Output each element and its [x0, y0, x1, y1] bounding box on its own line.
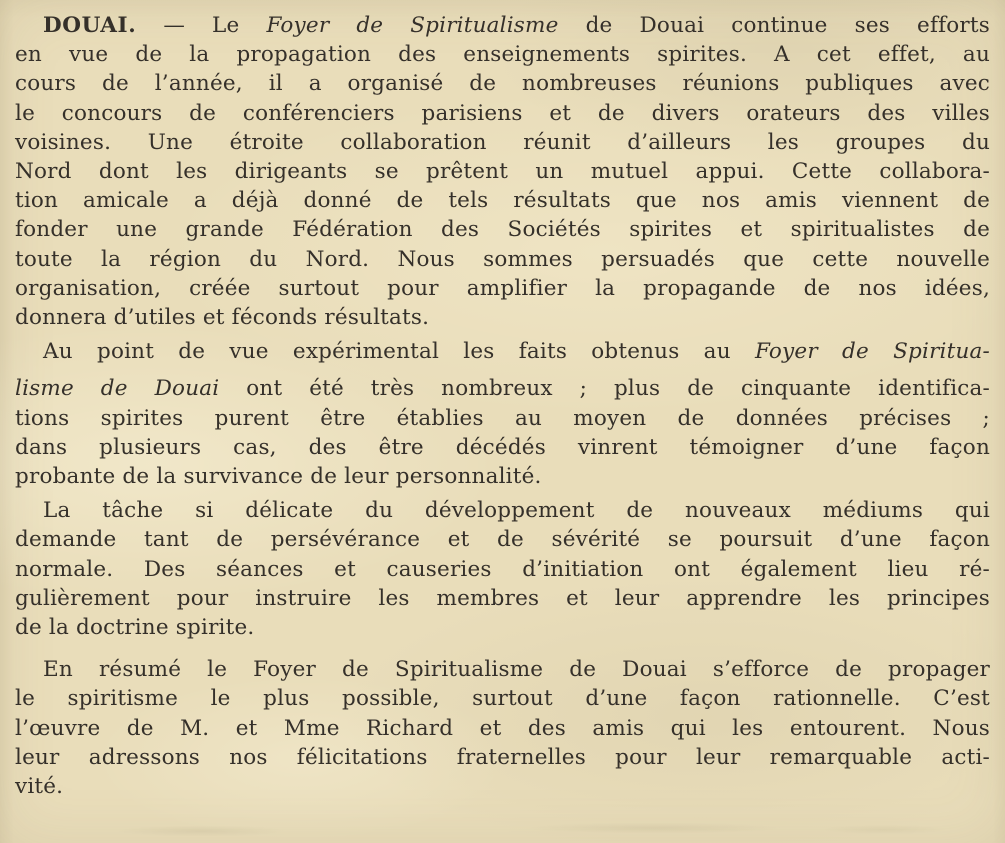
text-line	[15, 555, 990, 584]
text-line	[15, 303, 990, 332]
text-line	[15, 655, 990, 684]
text-run: dans plusieurs cas, des être décédés vinrent témoigner d’une façon	[15, 434, 990, 460]
text-line	[15, 404, 990, 433]
text-run: Foyer de Spiritualisme	[266, 13, 559, 38]
paragraph	[15, 337, 990, 491]
text-run: leur adressons nos félicitations fraternelles pour leur remarquable acti-	[15, 744, 990, 770]
text-line	[15, 11, 990, 40]
text-run: cours de l’année, il a organisé de nombreuses réunions publiques avec	[15, 71, 990, 97]
text-run: toute la région du Nord. Nous sommes persuadés que cette nouvelle	[15, 246, 990, 272]
text-line	[15, 772, 990, 801]
ink-bleed-through	[0, 813, 1005, 843]
text-run: tions spirites purent être établies au moyen de données précises ;	[15, 405, 990, 431]
text-run: normale. Des séances et causeries d’initiation ont également lieu ré-	[15, 556, 990, 582]
text-line	[15, 584, 990, 613]
paragraph	[15, 655, 990, 801]
text-run: gulièrement pour instruire les membres et leur apprendre les principes	[15, 585, 990, 611]
text-run: de Douai continue ses efforts	[558, 13, 990, 38]
text-line	[15, 69, 990, 98]
text-line	[15, 337, 990, 366]
text-run: donnera d’utiles et féconds résultats.	[15, 305, 430, 331]
text-run: en vue de la propagation des enseignements spirites. A cet effet, au	[15, 42, 990, 68]
text-run: Foyer de Spiritua-	[754, 339, 991, 365]
text-run: vité.	[15, 774, 64, 800]
text-run: La tâche si délicate du développement de nouveaux médiums qui	[43, 498, 990, 524]
paragraph	[15, 11, 990, 332]
text-run: le concours de conférenciers parisiens et de divers orateurs des villes	[15, 100, 990, 126]
text-line	[15, 157, 990, 186]
document-text-block	[15, 11, 990, 801]
text-line	[15, 245, 990, 274]
text-run: tion amicale a déjà donné de tels résultats que nos amis viennent de	[15, 188, 990, 214]
text-run: organisation, créée surtout pour amplifier la propagande de nos idées,	[15, 275, 990, 301]
text-run: fonder une grande Fédération des Sociétés spirites et spiritualistes de	[15, 217, 990, 243]
text-line	[15, 128, 990, 157]
text-line	[15, 613, 990, 642]
text-line	[15, 684, 990, 713]
text-run: lisme de Douai	[15, 376, 220, 402]
text-run: demande tant de persévérance et de sévérité se poursuit d’une façon	[15, 527, 990, 553]
text-line	[15, 186, 990, 215]
text-run: ont été très nombreux ; plus de cinquante identifica-	[219, 376, 990, 402]
text-line	[15, 215, 990, 244]
text-run: Au point de vue expérimental les faits obtenus au	[43, 339, 755, 365]
text-run: En résumé le Foyer de Spiritualisme de Douai s’efforce de propager	[43, 657, 990, 683]
text-run: de la doctrine spirite.	[15, 615, 255, 641]
text-line	[15, 374, 990, 403]
text-line	[15, 714, 990, 743]
text-line	[15, 99, 990, 128]
text-run: l’œuvre de M. et Mme Richard et des amis qui les entourent. Nous	[15, 715, 990, 741]
text-run: Nord dont les dirigeants se prêtent un mutuel appui. Cette collabora-	[15, 159, 990, 185]
text-line	[15, 743, 990, 772]
paragraph	[15, 496, 990, 642]
text-line	[15, 274, 990, 303]
text-line	[15, 462, 990, 491]
text-line	[15, 433, 990, 462]
text-run: le spiritisme le plus possible, surtout d’une façon rationnelle. C’est	[15, 686, 990, 712]
text-line	[15, 40, 990, 69]
text-run: — Le	[136, 13, 267, 38]
text-line	[15, 496, 990, 525]
text-line	[15, 525, 990, 554]
text-run: probante de la survivance de leur personnalité.	[15, 464, 542, 490]
text-run: voisines. Une étroite collaboration réunit d’ailleurs les groupes du	[15, 129, 990, 155]
text-run: DOUAI.	[43, 13, 137, 38]
